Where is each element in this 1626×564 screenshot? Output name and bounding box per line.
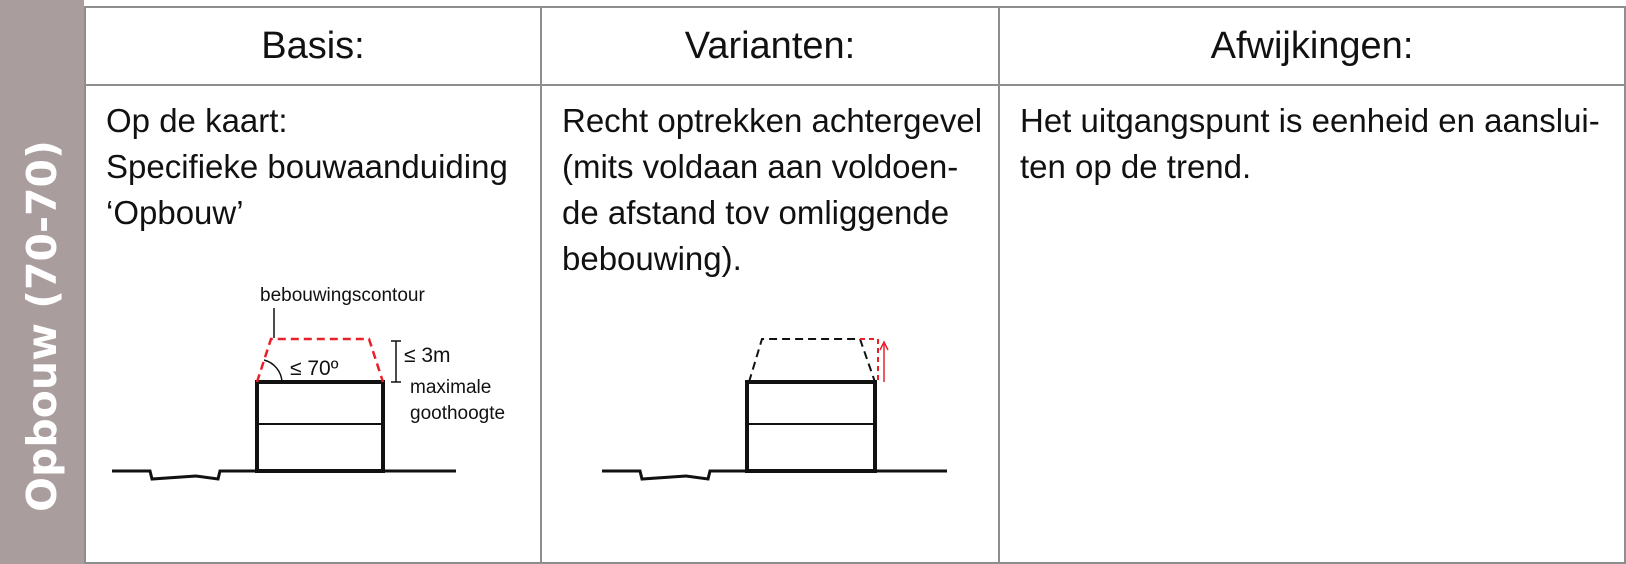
afwijkingen-line-1: Het uitgangspunt is eenheid en aanslui- <box>1020 102 1600 139</box>
afwijkingen-cell <box>998 84 1626 564</box>
row-header-corner <box>0 0 84 88</box>
basis-diagram <box>86 264 540 564</box>
column-header-basis: Basis: <box>84 6 542 86</box>
building <box>257 382 383 471</box>
angle-label: ≤ 70º <box>290 357 339 380</box>
varianten-line-2: (mits voldaan aan voldoen- <box>562 148 959 185</box>
contour-label: bebouwingscontour <box>260 285 425 306</box>
varianten-line-3: de afstand tov omliggende <box>562 194 950 231</box>
varianten-line-1: Recht optrekken achtergevel <box>562 102 983 139</box>
basis-line-2: Specifieke bouwaanduiding <box>106 148 508 185</box>
building <box>747 382 875 471</box>
height-label: ≤ 3m <box>404 344 451 367</box>
row-label: Opbouw (70-70) <box>18 140 66 512</box>
basis-line-1: Op de kaart: <box>106 102 288 139</box>
table <box>84 6 1626 564</box>
angle-arc <box>264 360 282 382</box>
row-label-cell <box>0 88 84 564</box>
basis-text <box>86 86 540 236</box>
eave-label-1: maximale <box>410 377 492 398</box>
varianten-text <box>542 86 998 282</box>
contour-outline <box>749 339 875 382</box>
afwijkingen-text <box>1000 86 1624 190</box>
column-header-afwijkingen: Afwijkingen: <box>998 6 1626 86</box>
basis-line-3: ‘Opbouw’ <box>106 194 244 231</box>
varianten-line-4: bebouwing). <box>562 240 742 277</box>
afwijkingen-line-2: ten op de trend. <box>1020 148 1252 185</box>
varianten-diagram <box>542 264 998 564</box>
varianten-cell <box>540 84 1000 564</box>
basis-cell <box>84 84 542 564</box>
column-header-varianten: Varianten: <box>540 6 1000 86</box>
eave-label-2: goothoogte <box>410 403 506 424</box>
